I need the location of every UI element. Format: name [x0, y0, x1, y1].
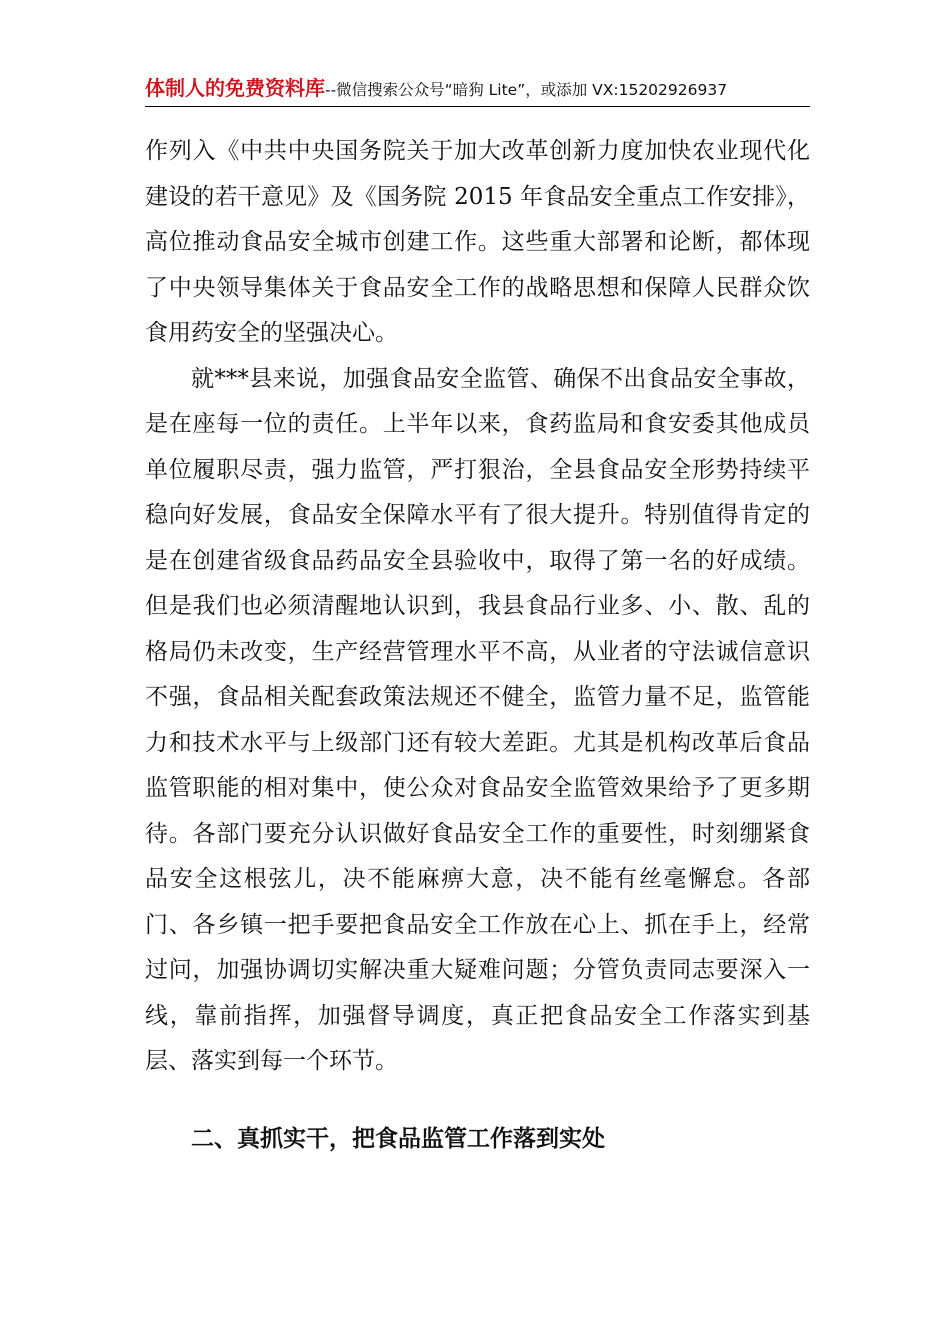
paragraph: 就***县来说，加强食品安全监管、确保不出食品安全事故，是在座每一位的责任。上半年以来，食药监局和食安委其他成员单位履职尽责，强力监管，严打狠治，全县食品安全形势持续平稳向好发展，食品安全保障水平有了很大提升。特别值得肯定的是在创建省级食品药品安全县验收中，取得了第一名的好成绩。但是我们也必须清醒地认识到，我县食品行业多、小、散、乱的格局仍未改变，生产经营管理水平不高，从业者的守法诚信意识不强，食品相关配套政策法规还不健全，监管力量不足，监管能力和技术水平与上级部门还有较大差距。尤其是机构改革后食品监管职能的相对集中，使公众对食品安全监管效果给予了更多期待。各部门要充分认识做好食品安全工作的重要性，时刻绷紧食品安全这根弦儿，决不能麻痹大意，决不能有丝毫懈怠。各部门、各乡镇一把手要把食品安全工作放在心上、抓在手上，经常过问，加强协调切实解决重大疑难问题；分管负责同志要深入一线，靠前指挥，加强督导调度，真正把食品安全工作落实到基层、落实到每一个环节。: [145, 365, 810, 1074]
body-text: [145, 129, 810, 1085]
page-header: [145, 70, 810, 107]
paragraph-continuation: 作列入《中共中央国务院关于加大改革创新力度加快农业现代化建设的若干意见》及《国务院 2015 年食品安全重点工作安排》，高位推动食品安全城市创建工作。这些重大部署和论断，都体现了中央领导集体关于食品安全工作的战略思想和保障人民群众饮食用药安全的坚强决心。: [145, 138, 810, 346]
header-note: --微信搜索公众号“暗狗 Lite”，或添加 VX:15202926937: [325, 81, 728, 99]
header-brand: 体制人的免费资料库: [145, 76, 325, 100]
section-heading: 二、真抓实干，把食品监管工作落到实处: [191, 1126, 605, 1152]
